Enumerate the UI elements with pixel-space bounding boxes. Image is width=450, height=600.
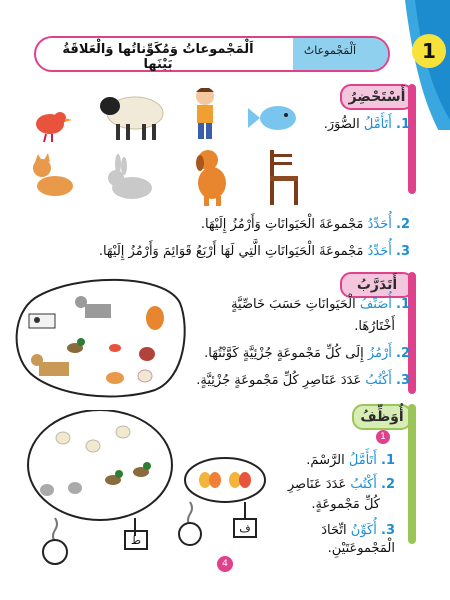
page-number: 4 xyxy=(217,556,233,572)
section-tab-apply: أُوَظِّفُ xyxy=(352,404,412,430)
boy-icon xyxy=(196,88,214,139)
practice-animal-set xyxy=(15,278,195,398)
dog-icon xyxy=(196,150,226,206)
s2-question-1-cont: أَخْتَارُهَا. xyxy=(354,319,395,334)
rooster-icon xyxy=(139,347,155,361)
set-label-taa: ط xyxy=(124,530,148,550)
s3-question-2-cont: كُلِّ مَجْموعَةٍ. xyxy=(311,497,380,512)
rabbit-icon xyxy=(108,154,152,199)
sheep-icon xyxy=(100,97,163,140)
section-tab-practice: أَتَدَرَّبُ xyxy=(340,272,414,298)
page-title: اَلْمَجْموعاتُ وَمُكَوِّناتُها وَالْعَلاقَةُ بَيْنَها xyxy=(62,42,254,72)
cat-icon xyxy=(33,153,73,196)
kitten-icon xyxy=(106,372,124,384)
apply-sets-diagram xyxy=(15,410,285,570)
s2-question-2: 2. أَرْمُزُ إِلَى كُلِّ مَجْموعَةٍ جُزْئِيَّةٍ كَوَّنْتُهَا. xyxy=(204,346,410,361)
s2-question-1: 1. أُصَنِّفُ الْحَيَوانَاتِ حَسَبَ خَاصِّيَّةٍ xyxy=(231,297,410,312)
s3-question-1: 1. أَتَأَمَّلُ الرَّسْمَ. xyxy=(306,453,395,468)
small-bird-icon xyxy=(109,344,121,352)
s3-question-3: 3. أُكَوِّنُ اتِّحَادَ الْمَجْموعَتَيْنِ. xyxy=(321,523,395,556)
section-bar-apply xyxy=(408,404,416,544)
cow-icon xyxy=(29,314,55,328)
set-label-faa: ف xyxy=(233,518,257,538)
exercise-badge: 1 xyxy=(376,430,390,444)
section-tab-recall: أَسْتَحْضِرُ xyxy=(340,84,414,110)
bird-icon xyxy=(36,112,72,142)
chair-icon xyxy=(270,150,298,205)
s2-question-3: 3. أَكْتُبُ عَدَدَ عَنَاصِرِ كُلِّ مَجْموعَةٍ جُزْئِيَّةٍ. xyxy=(196,373,410,388)
unit-number-badge: 1 xyxy=(412,34,446,68)
chicken-icon xyxy=(138,370,152,382)
section-bar-recall xyxy=(408,84,416,194)
s1-question-3: 3. أُحَدِّدُ مَجْموعَةَ الْحَيَوانَاتِ الَّتِي لَهَا أَرْبَعُ قَوَائِمَ وَأَرْمُزُ إِلَيْهَا. xyxy=(98,244,410,259)
s3-question-2: 2. أَكْتُبُ عَدَدَ عَنَاصِرِ xyxy=(287,477,395,492)
s1-question-2: 2. أُحَدِّدُ مَجْموعَةَ الْحَيَوانَاتِ وَأَرْمُزُ إِلَيْهَا. xyxy=(200,217,410,232)
section1-pictures xyxy=(20,88,340,208)
puppy-icon xyxy=(146,306,164,330)
lesson-subtitle: اَلْمَجْموعاتُ xyxy=(303,44,357,57)
s1-question-1: 1. أَتَأَمَّلُ الصُّوَرَ. xyxy=(323,117,410,132)
